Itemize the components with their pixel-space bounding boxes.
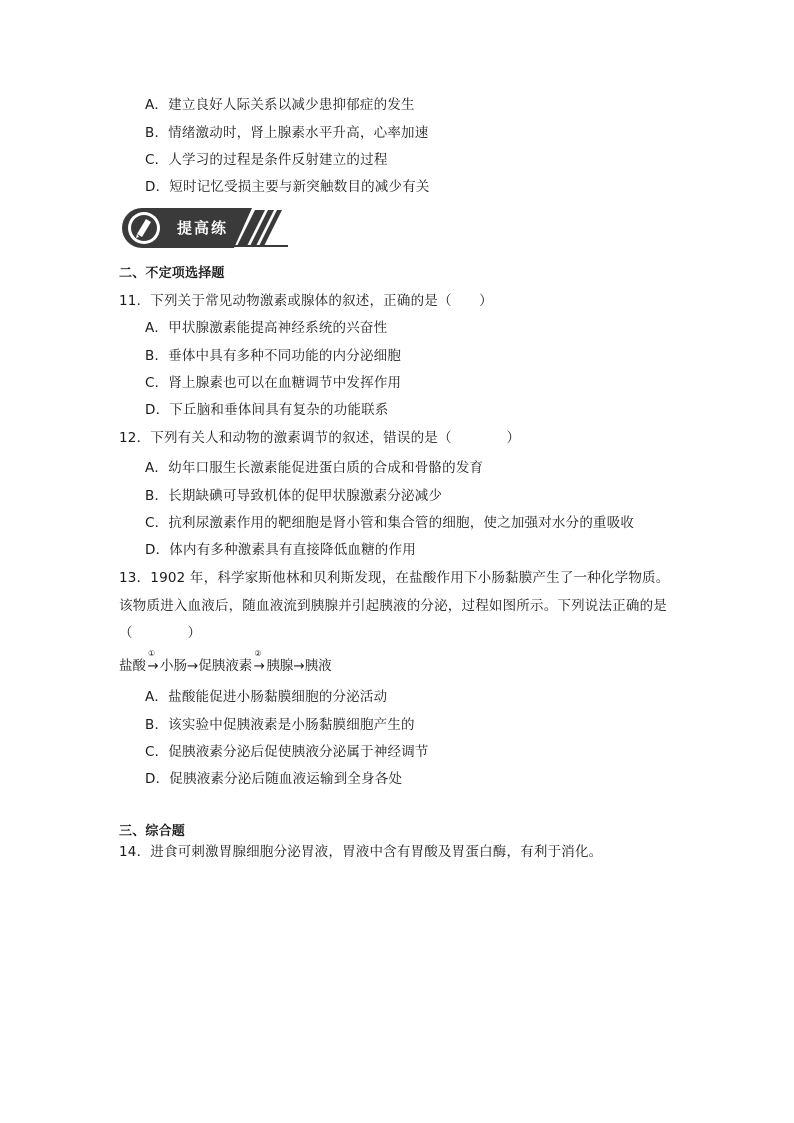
- practice-banner: [122, 206, 288, 250]
- q13-stem-line2: 该物质进入血液后，随血液流到胰腺并引起胰液的分泌，过程如图所示。下列说法正确的是: [119, 598, 667, 614]
- secretin-flow-diagram: [119, 649, 332, 675]
- q11-option-b: B．垂体中具有多种不同功能的内分泌细胞: [145, 348, 402, 364]
- flow-secretin: 促胰液素: [198, 658, 253, 674]
- q12-option-b: B．长期缺碘可导致机体的促甲状腺激素分泌减少: [145, 488, 443, 504]
- flow-arrow-3: ② →: [253, 649, 265, 674]
- q10-option-a: A．建立良好人际关系以减少患抑郁症的发生: [145, 97, 415, 113]
- q10-option-d: D．短时记忆受损主要与新突触数目的减少有关: [145, 179, 430, 195]
- q11-option-c: C．肾上腺素也可以在血糖调节中发挥作用: [145, 375, 402, 391]
- q10-option-b: B．情绪激动时，肾上腺素水平升高，心率加速: [145, 125, 429, 141]
- flow-arrow-4: →: [293, 658, 305, 674]
- q13-option-c: C．促胰液素分泌后促使胰液分泌属于神经调节: [145, 744, 429, 760]
- q11-option-a: A．甲状腺激素能提高神经系统的兴奋性: [145, 320, 388, 336]
- flow-step1-number: ①: [148, 649, 156, 658]
- q13-stem-line1: 13．1902 年，科学家斯他林和贝利斯发现，在盐酸作用下小肠黏膜产生了一种化学物质。: [119, 570, 670, 586]
- flow-intestine: 小肠: [160, 658, 187, 674]
- q11-option-d: D．下丘脑和垂体间具有复杂的功能联系: [145, 402, 389, 418]
- flow-pancreas: 胰腺: [266, 658, 294, 674]
- q12-option-d: D．体内有多种激素具有直接降低血糖的作用: [145, 542, 416, 558]
- flow-acid: 盐酸: [119, 658, 146, 674]
- q13-option-d: D．促胰液素分泌后随血液运输到全身各处: [145, 771, 403, 787]
- q13-stem-line3: （ ）: [119, 625, 202, 641]
- q11-stem: 11．下列关于常见动物激素或腺体的叙述，正确的是（ ）: [119, 293, 493, 309]
- flow-arrow-2: →: [187, 658, 199, 674]
- section-title-3: 三、综合题: [119, 824, 186, 839]
- q10-option-c: C．人学习的过程是条件反射建立的过程: [145, 152, 388, 168]
- q14-stem: 14．进食可刺激胃腺细胞分泌胃液，胃液中含有胃酸及胃蛋白酶，有利于消化。: [119, 844, 603, 860]
- flow-step2-number: ②: [254, 649, 262, 658]
- banner-label: 提高练: [177, 219, 229, 237]
- q12-stem: 12．下列有关人和动物的激素调节的叙述，错误的是（ ）: [119, 430, 521, 446]
- flow-arrow-1: ① →: [147, 649, 159, 674]
- q13-option-b: B．该实验中促胰液素是小肠黏膜细胞产生的: [145, 717, 415, 733]
- section-title-2: 二、不定项选择题: [119, 266, 225, 281]
- q13-option-a: A．盐酸能促进小肠黏膜细胞的分泌活动: [145, 689, 388, 705]
- flow-juice: 胰液: [304, 658, 332, 674]
- pencil-badge-icon: [128, 212, 160, 244]
- q12-option-a: A．幼年口服生长激素能促进蛋白质的合成和骨骼的发育: [145, 460, 484, 476]
- q12-option-c: C．抗利尿激素作用的靶细胞是肾小管和集合管的细胞，使之加强对水分的重吸收: [145, 515, 635, 531]
